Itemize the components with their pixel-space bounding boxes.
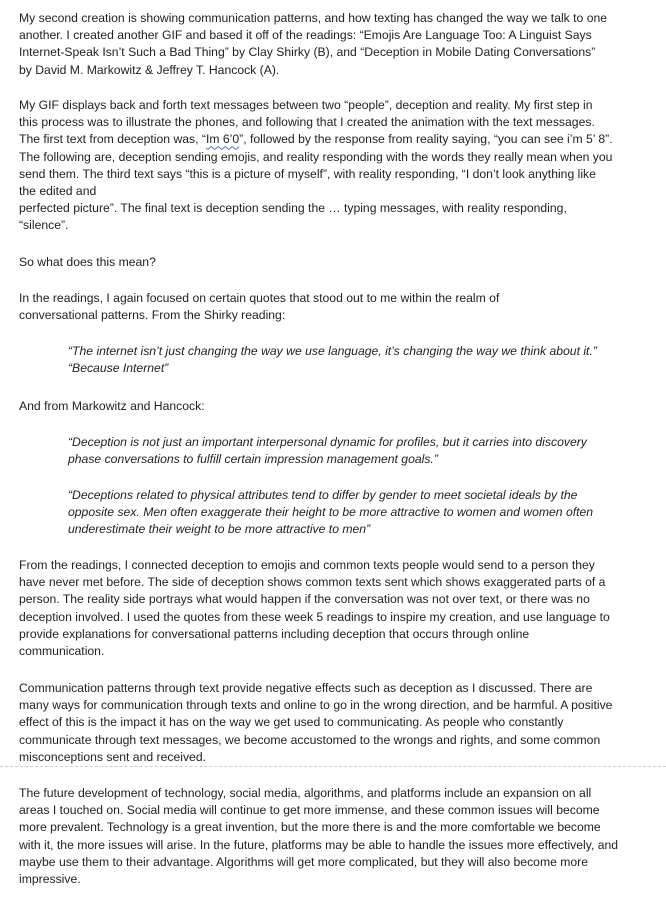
- text-line: conversational patterns. From the Shirky reading:: [19, 308, 286, 323]
- text-line: impressive.: [19, 872, 81, 887]
- text-line: “silence”.: [19, 218, 69, 233]
- text-line: this process was to illustrate the phones, and following that I created the animation with the text messages.: [19, 115, 595, 130]
- text-line: Internet-Speak Isn’t Such a Bad Thing” by Clay Shirky (B), and “Deception in Mobile Dating Conversations”: [19, 45, 596, 60]
- page-break-divider: [0, 766, 666, 767]
- text-line: by David M. Markowitz & Jeffrey T. Hancock (A).: [19, 62, 280, 77]
- paragraph-connection: [19, 557, 647, 660]
- text-line: And from Markowitz and Hancock:: [19, 399, 205, 413]
- quote-line: “Deceptions related to physical attributes tend to differ by gender to meet societal ideals by the: [68, 488, 578, 502]
- paragraph-future: [19, 785, 647, 888]
- text-line: In the readings, I again focused on certain quotes that stood out to me within the realm of: [19, 291, 500, 305]
- text-line: Communication patterns through text provide negative effects such as deception as I discussed. There are: [19, 681, 593, 695]
- text-line: more prevalent. Technology is a great invention, but the more there is and the more comfortable we become: [19, 820, 601, 835]
- text-line: deception involved. I used the quotes from these week 5 readings to inspire my creation, and use language to: [19, 609, 610, 624]
- text-line: My second creation is showing communication patterns, and how texting has changed the way we talk to one: [19, 11, 608, 25]
- text-line: the edited and: [19, 184, 97, 199]
- question-heading: [19, 254, 647, 271]
- text-line: maybe use them to their advantage. Algorithms will get more complicated, but they will also become more: [19, 854, 589, 869]
- paragraph-gif-description: [19, 97, 647, 235]
- spellcheck-flagged-word[interactable]: Im 6’0: [205, 132, 240, 147]
- text-line: So what does this mean?: [19, 255, 156, 269]
- quote-line: “Because Internet”: [68, 361, 169, 376]
- markowitz-intro: [19, 398, 647, 415]
- text-line: communicate through text messages, we become accustomed to the wrongs and rights, and some common: [19, 732, 601, 747]
- text-line: many ways for communication through texts and online to go in the wrong direction, and be harmful. A positive: [19, 698, 613, 713]
- text-line: misconceptions sent and received.: [19, 749, 206, 764]
- shirky-quote-block: [68, 343, 628, 377]
- quote-line: underestimate their weight to be more attractive to men”: [68, 522, 371, 537]
- text-line: provide explanations for conversational patterns including deception that occurs through online: [19, 626, 530, 641]
- paragraph-intro: [19, 10, 647, 79]
- text-line: My GIF displays back and forth text messages between two “people”, deception and reality. My first step in: [19, 98, 593, 112]
- text-line: From the readings, I connected deception to emojis and common texts people would send to a person they: [19, 558, 595, 572]
- text-fragment: The first text from deception was, “: [19, 132, 206, 147]
- text-line: communication.: [19, 644, 105, 659]
- text-line: send them. The third text says “this is a picture of myself”, with reality responding, “I don’t look anything like: [19, 166, 596, 181]
- text-line: have never met before. The side of deception shows common texts sent which shows exaggerated parts of a: [19, 575, 606, 590]
- text-line: The future development of technology, social media, algorithms, and platforms include an expansion on all: [19, 786, 592, 800]
- text-line: effect of this is the impact it has on the way we get used to communicating. As people who constantly: [19, 715, 564, 730]
- text-fragment: ”, followed by the response from reality saying, “you can see i’m 5’ 8”.: [239, 132, 613, 147]
- quote-line: “The internet isn’t just changing the way we use language, it’s changing the way we think about it.”: [68, 344, 597, 358]
- text-line-with-spellcheck: [19, 131, 647, 148]
- markowitz-quote-1: [68, 434, 628, 468]
- text-line: another. I created another GIF and based it off of the readings: “Emojis Are Language Too: A Linguist Says: [19, 28, 592, 43]
- quote-line: phase conversations to fulfill certain impression management goals.”: [68, 452, 438, 467]
- quote-line: “Deception is not just an important interpersonal dynamic for profiles, but it carries into discovery: [68, 435, 587, 449]
- paragraph-readings-intro: [19, 290, 647, 324]
- quote-line: opposite sex. Men often exaggerate their height to be more attractive to women and women often: [68, 505, 594, 520]
- text-line: areas I touched on. Social media will continue to get more immense, and these common issues will become: [19, 803, 600, 818]
- text-line: perfected picture”. The final text is deception sending the … typing messages, with reality responding,: [19, 201, 567, 216]
- text-line: with it, the more issues will arise. In the future, platforms may be able to handle the issues more effectively, and: [19, 837, 619, 852]
- paragraph-effects: [19, 680, 647, 766]
- markowitz-quote-2: [68, 487, 628, 539]
- text-line: person. The reality side portrays what would happen if the conversation was not over text, or there was no: [19, 592, 590, 607]
- text-line: The following are, deception sending emojis, and reality responding with the words they really mean when you: [19, 149, 613, 164]
